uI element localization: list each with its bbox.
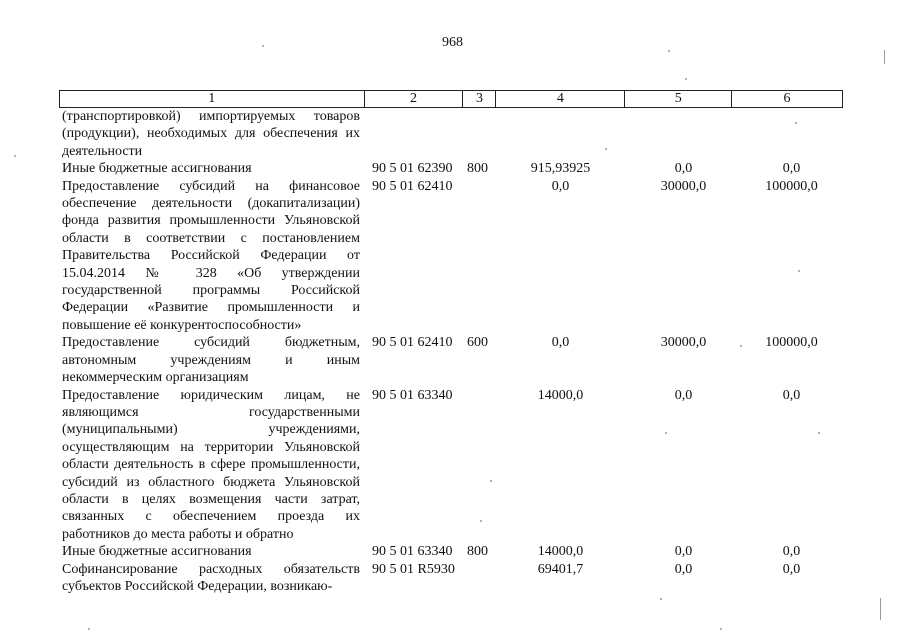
row-value-col5: 0,0 [674, 387, 693, 403]
scan-speck [665, 432, 667, 434]
header-col-2: 2 [365, 91, 464, 107]
row-value-col4: 0,0 [551, 335, 570, 351]
row-value-col4: 69401,7 [537, 561, 584, 577]
row-description: Предоставление субсидий бюджетным, автономным учреждениям и иным некоммерческим организациям [62, 335, 360, 386]
row-code: 90 5 01 62410 [372, 335, 453, 351]
row-expense-type: 600 [467, 335, 488, 351]
row-expense-type: 800 [467, 161, 488, 177]
row-value-col6: 0,0 [782, 161, 801, 177]
table-header [59, 90, 843, 108]
scan-speck [720, 628, 722, 630]
row-code: 90 5 01 63340 [372, 387, 453, 403]
header-col-6: 6 [732, 91, 843, 107]
scan-speck [685, 78, 687, 80]
row-value-col6: 0,0 [782, 544, 801, 560]
table-row [59, 160, 843, 177]
row-description: Софинансирование расходных обязательств субъектов Российской Федерации, возникаю- [62, 561, 360, 594]
table-row [59, 108, 843, 160]
scan-speck [798, 270, 800, 272]
scan-speck [14, 155, 16, 157]
row-value-col4: 14000,0 [537, 544, 584, 560]
row-description: Иные бюджетные ассигнования [62, 544, 252, 560]
table-row [59, 561, 843, 596]
row-description: Предоставление юридическим лицам, не являющимся государственными (муниципальными) учреждениями, осуществляющим на территории Ульяновской области деятельность в сфере промышленности, субсидий из областного бюджета Ульяновской области в целях возмещения части затрат, связанных с обеспечением проезда их работников до места работы и обратно [62, 387, 360, 542]
header-col-4: 4 [496, 91, 625, 107]
row-value-col5: 30000,0 [660, 178, 707, 194]
row-description: (транспортировкой) импортируемых товаров (продукции), необходимых для обеспечения их деятельности [62, 109, 360, 159]
page-number: 968 [442, 35, 463, 50]
row-value-col5: 0,0 [674, 544, 693, 560]
row-code: 90 5 01 R5930 [372, 561, 455, 577]
row-code: 90 5 01 62410 [372, 178, 453, 194]
scan-speck [818, 432, 820, 434]
row-value-col6: 100000,0 [765, 178, 818, 194]
table-row [59, 178, 843, 335]
scan-speck [88, 628, 90, 630]
table-row [59, 543, 843, 560]
row-code: 90 5 01 62390 [372, 161, 453, 177]
row-value-col4: 915,93925 [530, 161, 591, 177]
row-value-col6: 0,0 [782, 387, 801, 403]
row-value-col4: 14000,0 [537, 387, 584, 403]
scan-speck [660, 598, 662, 600]
header-col-5: 5 [625, 91, 732, 107]
scan-speck [262, 45, 264, 47]
row-value-col5: 30000,0 [660, 335, 707, 351]
row-description: Иные бюджетные ассигнования [62, 161, 252, 177]
table-row [59, 387, 843, 544]
row-expense-type: 800 [467, 544, 488, 560]
scan-speck [668, 50, 670, 52]
header-col-1: 1 [60, 91, 365, 107]
scan-speck [490, 480, 492, 482]
row-value-col5: 0,0 [674, 561, 693, 577]
budget-table [59, 90, 843, 595]
row-value-col5: 0,0 [674, 161, 693, 177]
scan-speck [884, 50, 885, 64]
row-code: 90 5 01 63340 [372, 544, 453, 560]
scan-speck [880, 598, 881, 620]
header-col-3: 3 [463, 91, 496, 107]
row-value-col6: 0,0 [782, 561, 801, 577]
scan-speck [740, 345, 742, 347]
scan-speck [480, 520, 482, 522]
row-description: Предоставление субсидий на финансовое обеспечение деятельности (докапитализации) фонда развития промышленности Ульяновской области в соответствии с постановлением Правительства Российской Федерации от 15.04.2014 № 328 «Об утверждении государственной программы Российской Федерации «Развитие промышленности и повышение её конкурентоспособности» [62, 178, 360, 333]
scan-speck [605, 148, 607, 150]
scan-speck [795, 122, 797, 124]
table-row [59, 334, 843, 386]
row-value-col6: 100000,0 [765, 335, 818, 351]
row-value-col4: 0,0 [551, 178, 570, 194]
